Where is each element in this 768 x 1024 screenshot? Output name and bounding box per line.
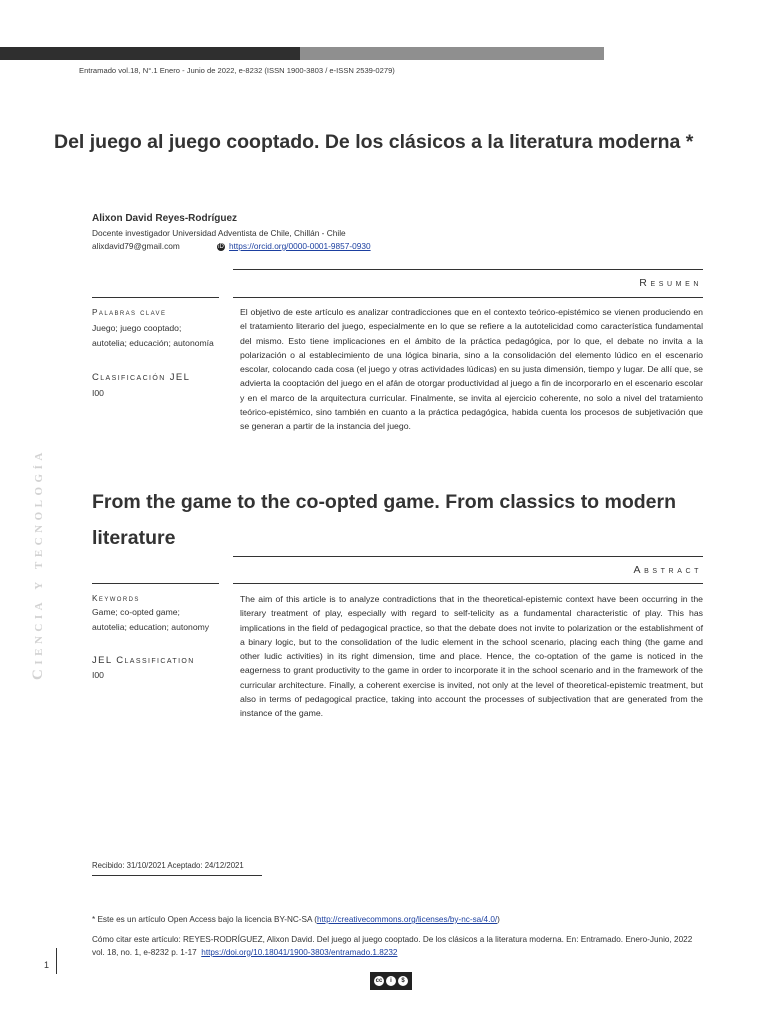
clasificacion-jel-value: I00 [92,388,104,398]
by-icon: i [386,976,396,986]
citation-footnote [92,934,704,959]
clasificacion-jel-label: Clasificación JEL [92,372,191,383]
nc-icon: $ [398,976,408,986]
article-title-en: From the game to the co-opted game. From classics to modern literature [92,491,677,549]
resumen-text: El objetivo de este artículo es analizar contradicciones que en el contexto teórico-epistémico se vienen produciendo en el tratamiento literario del juego, especialmente en lo que se refiere a la autotelicidad como característica fundamental del mismo. Esto tiene implicaciones en el ámbito de la práctica pedagógica, por lo que, el debate no invita a la polarización o al establecimiento de una lógica binaria, sino a la consolidación del elemento lúdico en el escenario escolar, colocando cada cosa (el juego y otras actividades lúdicas) en su justa dimensión, tiempo y lugar. De allí que, se advierta la cooptación del juego en el afán de otorgar productividad al juego a fin de incorporarlo en el escenario escolar y en el marco de la arquitectura curricular. Finalmente, se invita al ejercicio coherente, no solo a nivel del tratamiento teórico-epistémico, sino también en cuanto a la práctica pedagógica, habida cuenta los procesos de subjetivación que se generan a partir de la instancia del juego. [240,307,703,432]
jel-classification-label: JEL Classification [92,655,195,666]
resumen-main-rule [233,297,703,298]
author-orcid[interactable] [217,241,371,251]
orcid-icon: iD [218,243,224,250]
abstract-top-rule [233,556,703,557]
author-email[interactable]: alixdavid79@gmail.com [92,241,180,251]
author-name: Alixon David Reyes-Rodríguez [92,213,238,224]
header-bar-grey [300,47,604,60]
abstract-heading: Abstract [633,564,702,576]
keywords-values: Game; co-opted game; autotelia; education; autonomy [92,607,210,632]
license-prefix: * Este es un artículo Open Access bajo la licencia BY-NC-SA ( [92,915,317,924]
orcid-link[interactable]: https://orcid.org/0000-0001-9857-0930 [229,241,371,251]
abstract-side-rule [92,583,219,584]
citation-text: Cómo citar este artículo: REYES-RODRÍGUEZ, Alixon David. Del juego al juego cooptado. De los clásicos a la literatura moderna. En: Entramado. Enero-Junio, 2022 vol. 18, no. 1, e-8232 p. 1-17 [92,935,693,957]
resumen-heading: Resumen [639,277,702,289]
article-title-es: Del juego al juego cooptado. De los clásicos a la literatura moderna * [54,131,694,153]
page-number: 1 [44,960,50,970]
page-rule [56,948,57,974]
palabras-clave-values: Juego; juego cooptado; autotelia; educación; autonomía [92,323,214,348]
jel-classification-value: I00 [92,670,104,680]
section-side-label: Ciencia y tecnología [30,448,46,680]
palabras-clave-label: Palabras clave [92,307,167,317]
dates-rule [92,875,262,876]
license-footnote [92,914,712,927]
license-suffix: ) [497,915,500,924]
license-link[interactable]: http://creativecommons.org/licenses/by-nc-sa/4.0/ [316,915,498,924]
received-accepted-dates: Recibido: 31/10/2021 Aceptado: 24/12/2021 [92,861,244,870]
abstract-text: The aim of this article is to analyze contradictions that in the theoretical-epistemic context have been occurring in the literary treatment of play, especially with regard to self-telicity as a fundamental characteristic of play. This has implications in the field of pedagogical practice, so that the debate does not invite to polarization or the establishment of a binary logic, but to the consolidation of the ludic element in the school scenario, placing each thing (the game and other ludic activities) in its right dimension, time and place. Hence, the co-optation of the game is noticed in the eagerness to grant productivity to the game in order to incorporate it in the school scenario and in the framework of the curricular architecture. Finally, a coherent exercise is invited, not only at the level of theoretical-epistemic treatment, but also in terms of pedagogical practice, taking into account the processes of subjectivation that are generated from the instance of the game. [240,594,703,719]
resumen-side-rule [92,297,219,298]
cc-icon: cc [375,978,383,984]
abstract-main-rule [233,583,703,584]
author-affiliation: Docente investigador Universidad Adventista de Chile, Chillán - Chile [92,228,346,238]
journal-citation-line: Entramado vol.18, N°.1 Enero - Junio de 2022, e-8232 (ISSN 1900-3803 / e-ISSN 2539-0279) [79,66,395,75]
doi-link[interactable]: https://doi.org/10.18041/1900-3803/entramado.1.8232 [201,947,398,957]
resumen-top-rule [233,269,703,270]
cc-by-nc-sa-icon [370,972,412,990]
keywords-label: Keywords [92,593,140,603]
header-bar-dark [0,47,300,60]
